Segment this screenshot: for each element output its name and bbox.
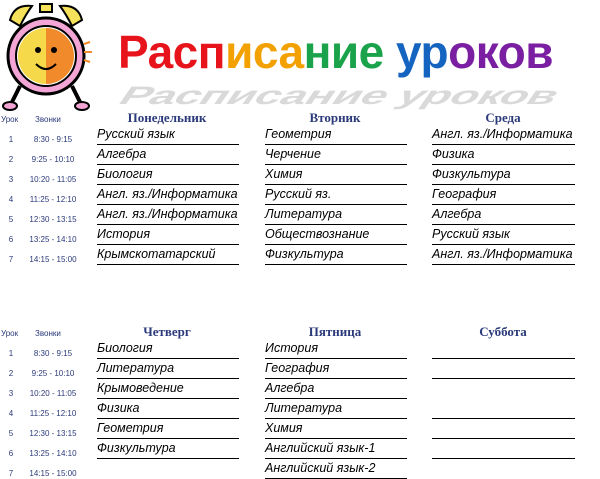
title-letter: о [497, 26, 526, 78]
title-letter: р [420, 26, 449, 78]
schedule-cell: Английский язык-1 [265, 441, 407, 459]
schedule-cell: Русский язык [432, 227, 575, 245]
day-header: Вторник [309, 110, 361, 125]
lesson-number: 3 [8, 389, 14, 398]
schedule-cell: Англ. яз./Информатика [97, 207, 239, 225]
lesson-number: 2 [8, 155, 14, 164]
schedule-cell: Литература [265, 401, 407, 419]
title-letter: п [197, 26, 226, 78]
title-letter: а [147, 26, 173, 78]
title-letter: к [475, 26, 498, 78]
lesson-number: 3 [8, 175, 14, 184]
lesson-time: 9:25 - 10:10 [31, 369, 75, 378]
day-header: Понедельник [127, 110, 207, 125]
lesson-number: 2 [8, 369, 14, 378]
lesson-number: 4 [8, 409, 14, 418]
page-title-block [112, 26, 568, 110]
schedule-cell: Английский язык-2 [265, 461, 407, 479]
schedule-cell: Англ. яз./Информатика [432, 127, 575, 145]
schedule-cell: География [265, 361, 407, 379]
title-letter: в [525, 26, 554, 78]
schedule-cell: Русский яз. [265, 187, 407, 205]
lesson-time: 10:20 - 11:05 [29, 175, 77, 184]
day-header: Четверг [143, 324, 191, 339]
lesson-time: 12:30 - 13:15 [29, 215, 77, 224]
title-letter: о [448, 26, 476, 78]
schedule-cell: Крымоведение [97, 381, 239, 399]
lesson-time: 13:25 - 14:10 [29, 449, 77, 458]
schedule-cell: Алгебра [432, 207, 575, 225]
schedule-cell: Физкультура [97, 441, 239, 459]
title-letter: а [278, 26, 304, 78]
schedule-cell: Англ. яз./Информатика [432, 247, 575, 265]
schedule-cell [432, 441, 575, 459]
lesson-header: Урок [1, 329, 19, 338]
schedule-cell [432, 401, 575, 419]
lesson-header: Урок [1, 115, 19, 124]
schedule-cell: Литература [97, 361, 239, 379]
title-letter: и [330, 26, 359, 78]
schedule-cell: Геометрия [265, 127, 407, 145]
schedule-cell: География [432, 187, 575, 205]
title-letter: с [172, 26, 198, 78]
bells-header: Звонки [35, 115, 61, 124]
lesson-time: 13:25 - 14:10 [29, 235, 77, 244]
day-header: Среда [485, 110, 521, 125]
schedule-cell [432, 421, 575, 439]
page-title-shadow: Расписание уроков [112, 80, 568, 110]
schedule-cell [432, 361, 575, 379]
schedule-cell [432, 461, 575, 478]
schedule-cell [432, 341, 575, 359]
title-letter: Р [118, 26, 148, 78]
lesson-time: 11:25 - 12:10 [29, 195, 77, 204]
lesson-number: 7 [8, 255, 14, 264]
schedule-cell: Физика [432, 147, 575, 165]
schedule-cell: История [265, 341, 407, 359]
schedule-cell: Физкультура [432, 167, 575, 185]
schedule-cell: Русский язык [97, 127, 239, 145]
schedule-cell: Химия [265, 421, 407, 439]
schedule-cell: Крымскотатарский [97, 247, 239, 265]
lesson-time: 11:25 - 12:10 [29, 409, 77, 418]
schedule-cell: Химия [265, 167, 407, 185]
title-letter [384, 26, 396, 78]
title-letter: с [252, 26, 279, 78]
lesson-number: 4 [8, 195, 14, 204]
schedule-cell: Биология [97, 167, 239, 185]
lesson-time: 10:20 - 11:05 [29, 389, 77, 398]
lesson-number: 6 [8, 449, 14, 458]
lesson-time: 12:30 - 13:15 [29, 429, 77, 438]
title-letter: е [358, 26, 384, 78]
lesson-time: 8:30 - 9:15 [33, 135, 73, 144]
schedule-cell: История [97, 227, 239, 245]
lesson-number: 6 [8, 235, 14, 244]
schedule-cell: Черчение [265, 147, 407, 165]
lesson-time: 8:30 - 9:15 [33, 349, 73, 358]
day-header: Суббота [479, 324, 527, 339]
schedule-cell: Биология [97, 341, 239, 359]
lesson-time: 14:15 - 15:00 [29, 469, 77, 478]
schedule-cell: Алгебра [265, 381, 407, 399]
schedule-cell: Физкультура [265, 247, 407, 265]
schedule-cell [97, 461, 239, 478]
day-header: Пятница [308, 324, 362, 339]
schedule-cell: Обществознание [265, 227, 407, 245]
page-title [118, 26, 553, 78]
title-letter: н [303, 26, 331, 78]
schedule-cell: Алгебра [97, 147, 239, 165]
lesson-number: 7 [8, 469, 14, 478]
schedule-cell: Геометрия [97, 421, 239, 439]
schedule-cell: Физика [97, 401, 239, 419]
alarm-clock-icon [0, 0, 92, 112]
title-letter: у [396, 26, 421, 78]
lesson-time: 9:25 - 10:10 [31, 155, 75, 164]
schedule-cell: Англ. яз./Информатика [97, 187, 239, 205]
lesson-number: 5 [8, 215, 14, 224]
lesson-time: 14:15 - 15:00 [29, 255, 77, 264]
lesson-number: 5 [8, 429, 14, 438]
title-letter: и [225, 26, 253, 78]
schedule-cell: Литература [265, 207, 407, 225]
lesson-number: 1 [8, 349, 14, 358]
schedule-cell [432, 381, 575, 398]
lesson-number: 1 [8, 135, 14, 144]
bells-header: Звонки [35, 329, 61, 338]
